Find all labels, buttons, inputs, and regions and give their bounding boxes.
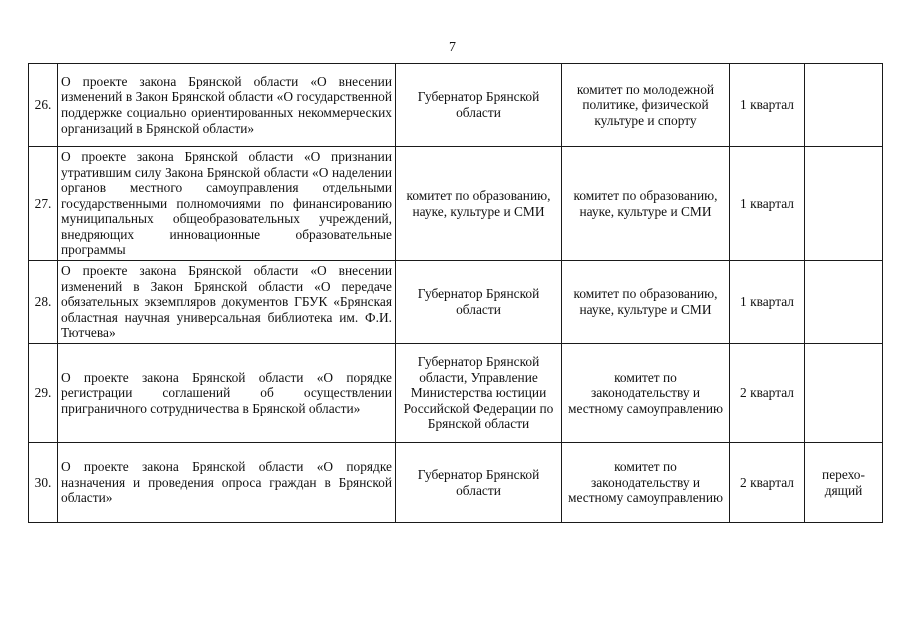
- term: 1 квартал: [730, 64, 805, 147]
- responsible-committee: комитет по законодательству и местному самоуправлению: [562, 443, 730, 523]
- row-number: 26.: [29, 64, 58, 147]
- note: перехо-дящий: [805, 443, 883, 523]
- term: 1 квартал: [730, 261, 805, 344]
- table-row: [29, 147, 883, 261]
- note: [805, 261, 883, 344]
- initiator: комитет по образованию, науке, культуре и СМИ: [396, 147, 562, 261]
- table-row: [29, 344, 883, 443]
- note: [805, 147, 883, 261]
- term: 2 квартал: [730, 344, 805, 443]
- row-number: 29.: [29, 344, 58, 443]
- responsible-committee: комитет по молодежной политике, физической культуре и спорту: [562, 64, 730, 147]
- bill-title: О проекте закона Брянской области «О внесении изменений в Закон Брянской области «О государственной поддержке социально ориентированных некоммерческих организаций в Брянской области»: [58, 64, 396, 147]
- term: 1 квартал: [730, 147, 805, 261]
- note: [805, 344, 883, 443]
- row-number: 30.: [29, 443, 58, 523]
- row-number: 28.: [29, 261, 58, 344]
- responsible-committee: комитет по образованию, науке, культуре и СМИ: [562, 261, 730, 344]
- responsible-committee: комитет по образованию, науке, культуре и СМИ: [562, 147, 730, 261]
- table-row: [29, 443, 883, 523]
- row-number: 27.: [29, 147, 58, 261]
- table-row: [29, 64, 883, 147]
- initiator: Губернатор Брянской области: [396, 443, 562, 523]
- table-row: [29, 261, 883, 344]
- bill-title: О проекте закона Брянской области «О внесении изменений в Закон Брянской области «О передаче обязательных экземпляров документов ГБУК «Брянская областная научная универсальная библиотека им. Ф.И. Тютчева»: [58, 261, 396, 344]
- legislative-plan-table: [28, 63, 883, 523]
- initiator: Губернатор Брянской области, Управление Министерства юстиции Российской Федерации по Брянской области: [396, 344, 562, 443]
- bill-title: О проекте закона Брянской области «О порядке регистрации соглашений об осуществлении приграничного сотрудничества в Брянской области»: [58, 344, 396, 443]
- bill-title: О проекте закона Брянской области «О признании утратившим силу Закона Брянской области «О наделении органов местного самоуправления отдельными государственными полномочиями по финансированию муниципальных общеобразовательных учреждений, внедряющих инновационные образовательные программы: [58, 147, 396, 261]
- bill-title: О проекте закона Брянской области «О порядке назначения и проведения опроса граждан в Брянской области»: [58, 443, 396, 523]
- initiator: Губернатор Брянской области: [396, 64, 562, 147]
- page-number: 7: [449, 40, 456, 55]
- term: 2 квартал: [730, 443, 805, 523]
- initiator: Губернатор Брянской области: [396, 261, 562, 344]
- note: [805, 64, 883, 147]
- responsible-committee: комитет по законодательству и местному самоуправлению: [562, 344, 730, 443]
